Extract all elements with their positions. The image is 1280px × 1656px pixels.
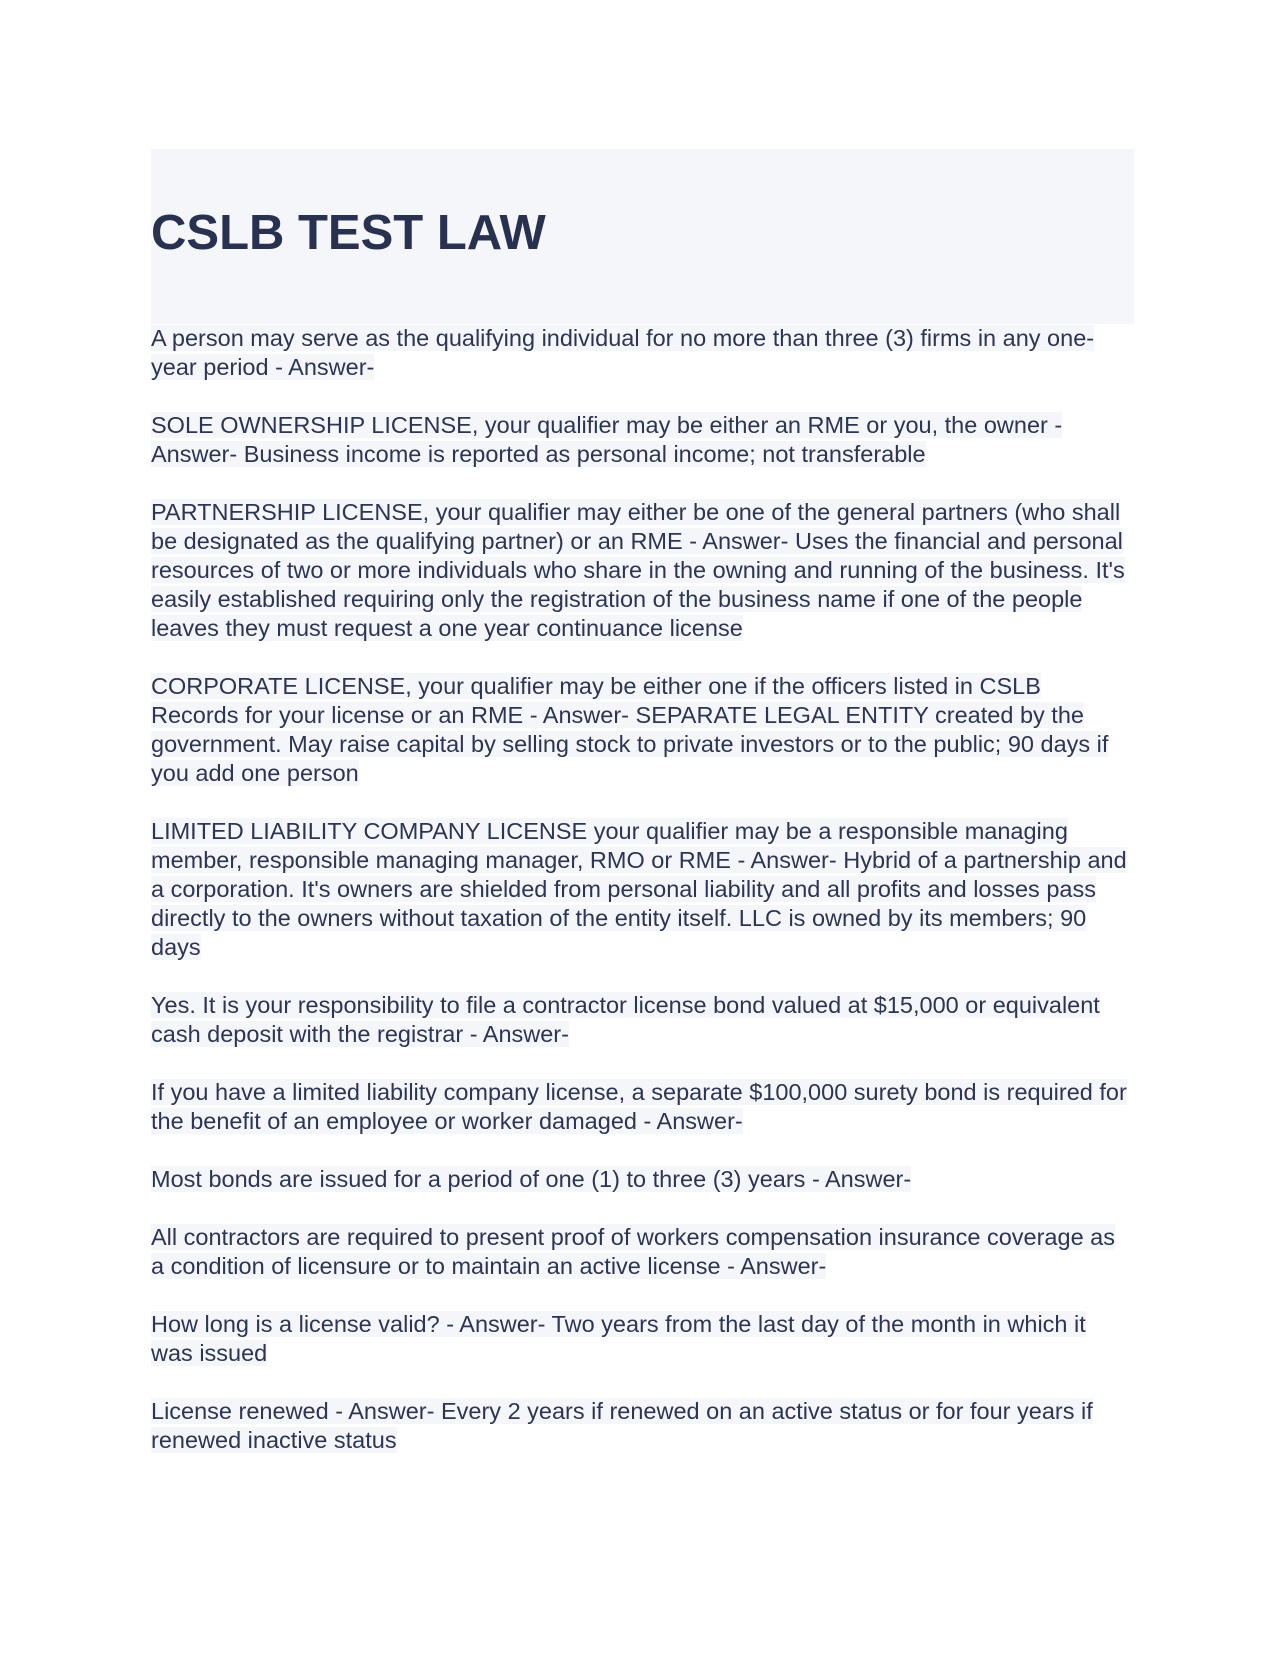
flashcard-entry	[151, 817, 1134, 962]
document-title: CSLB TEST LAW	[151, 206, 546, 260]
flashcard-text: Most bonds are issued for a period of one (1) to three (3) years - Answer-	[151, 1166, 912, 1192]
flashcard-text: SOLE OWNERSHIP LICENSE, your qualifier may be either an RME or you, the owner - Answer- Business income is reported as personal income; not transferable	[151, 412, 1063, 467]
flashcard-entry	[151, 498, 1134, 643]
flashcard-text: LIMITED LIABILITY COMPANY LICENSE your qualifier may be a responsible managing member, responsible managing manager, RMO or RME - Answer- Hybrid of a partnership and a corporation. It's owners are shielded from personal liability and all profits and losses pass directly to the owners without taxation of the entity itself. LLC is owned by its members; 90 days	[151, 818, 1127, 960]
flashcard-entry	[151, 1165, 1134, 1194]
flashcard-text: All contractors are required to present proof of workers compensation insurance coverage as a condition of licensure or to maintain an active license - Answer-	[151, 1224, 1115, 1279]
flashcard-entry	[151, 991, 1134, 1049]
flashcard-text: If you have a limited liability company license, a separate $100,000 surety bond is required for the benefit of an employee or worker damaged - Answer-	[151, 1079, 1127, 1134]
flashcard-list	[151, 324, 1134, 1455]
flashcard-entry	[151, 1223, 1134, 1281]
flashcard-entry	[151, 1310, 1134, 1368]
flashcard-entry	[151, 1397, 1134, 1455]
flashcard-text: CORPORATE LICENSE, your qualifier may be either one if the officers listed in CSLB Records for your license or an RME - Answer- SEPARATE LEGAL ENTITY created by the government. May raise capital by selling stock to private investors or to the public; 90 days if you add one person	[151, 673, 1109, 786]
flashcard-entry	[151, 324, 1134, 382]
flashcard-text: PARTNERSHIP LICENSE, your qualifier may either be one of the general partners (who shall be designated as the qualifying partner) or an RME - Answer- Uses the financial and personal resources of two or more individuals who share in the owning and running of the business. It's easily established requiring only the registration of the business name if one of the people leaves they must request a one year continuance license	[151, 499, 1125, 641]
flashcard-entry	[151, 1078, 1134, 1136]
flashcard-text: How long is a license valid? - Answer- Two years from the last day of the month in which it was issued	[151, 1311, 1086, 1366]
document-page	[151, 149, 1134, 1484]
flashcard-entry	[151, 411, 1134, 469]
flashcard-text: A person may serve as the qualifying individual for no more than three (3) firms in any one-year period - Answer-	[151, 325, 1095, 380]
flashcard-text: Yes. It is your responsibility to file a contractor license bond valued at $15,000 or equivalent cash deposit with the registrar - Answer-	[151, 992, 1100, 1047]
flashcard-text: License renewed - Answer- Every 2 years if renewed on an active status or for four years if renewed inactive status	[151, 1398, 1093, 1453]
flashcard-entry	[151, 672, 1134, 788]
title-block	[151, 149, 1134, 324]
